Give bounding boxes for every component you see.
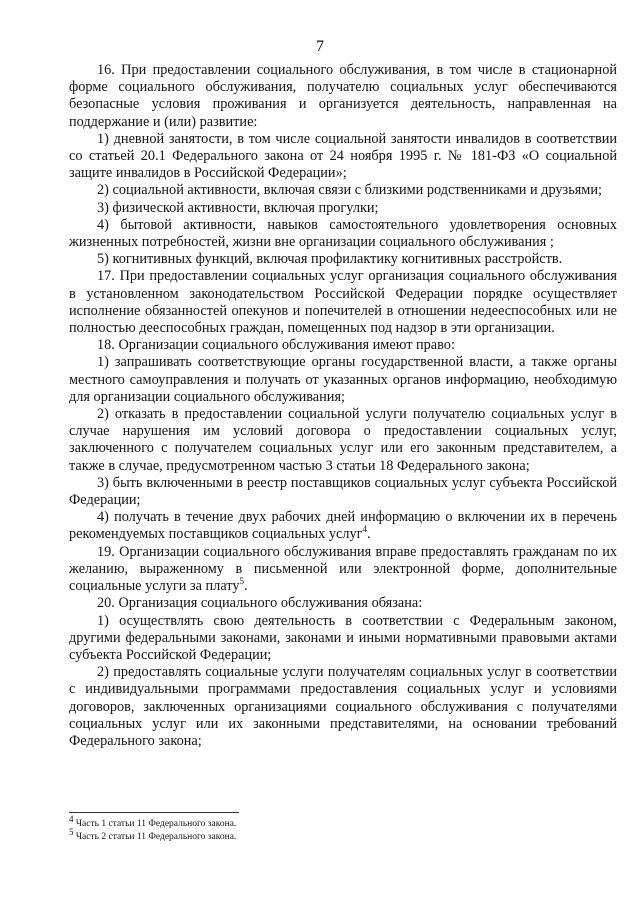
paragraph-19: 19. Организации социального обслуживания вправе предоставлять гражданам по их желанию, выраженному в письменной или электронной форме, дополнительные социальные услуги за плату$^5$.	[69, 543, 617, 595]
paragraph-16-item-3: 3) физической активности, включая прогулки;	[97, 199, 379, 216]
paragraph-18-item-3: 3) быть включенными в реестр поставщиков социальных услуг субъекта Российской Федерации;	[69, 474, 617, 509]
paragraph-20: 20. Организация социального обслуживания обязана:	[97, 595, 423, 612]
paragraph-18-item-4: 4) получать в течение двух рабочих дней информацию о включении их в перечень рекомендуемых поставщиков социальных услуг$^4$.	[69, 509, 617, 543]
paragraph-18: 18. Организации социального обслуживания имеют право:	[97, 337, 455, 354]
footnote-ref-5[interactable]: 5	[239, 576, 245, 587]
paragraph-20-item-2: 2) предоставлять социальные услуги получателям социальных услуг в соответствии с индивидуальными программами предоставления социальных услуг и условиями договоров, заключенных организациями социального обслуживания с получателями социальных услуг или их законными представителями, на основании требований Федерального закона;	[69, 664, 617, 749]
paragraph-16: 16. При предоставлении социального обслуживания, в том числе в стационарной форме социального обслуживания, получателю социальных услуг обеспечиваются безопасные условия проживания и организуется деятельность, направленная на поддержание и (или) развитие:	[69, 62, 617, 130]
document-body	[69, 62, 617, 750]
page-number: 7	[316, 38, 324, 55]
footnote-divider	[69, 812, 239, 813]
footnote-4: $^4$ Часть 1 статьи 11 Федерального закона.	[69, 813, 237, 829]
paragraph-20-item-1: 1) осуществлять свою деятельность в соответствии с Федеральным законом, другими федеральными законами, законами и иными нормативными правовыми актами субъекта Российской Федерации;	[69, 612, 617, 663]
paragraph-17: 17. При предоставлении социальных услуг организация социального обслуживания в установленном законодательством Российской Федерации порядке осуществляет исполнение обязанностей опекунов и попечителей в отношении недееспособных или не полностью дееспособных граждан, помещенных под надзор в эти организации.	[69, 268, 617, 337]
paragraph-16-item-2: 2) социальной активности, включая связи с близкими родственниками и друзьями;	[97, 182, 602, 199]
paragraph-16-item-1: 1) дневной занятости, в том числе социальной занятости инвалидов в соответствии со статьей 20.1 Федерального закона от 24 ноября 1995 г. № 181-ФЗ «О социальной защите инвалидов в Российской Федерации»;	[69, 130, 617, 182]
paragraph-18-item-2: 2) отказать в предоставлении социальной услуги получателю социальных услуг в случае нарушения им условий договора о предоставлении социальных услуг, заключенного с получателем социальных услуг или его законным представителем, а также в случае, предусмотренном частью 3 статьи 18 Федерального закона;	[69, 406, 617, 474]
footnote-5: $^5$ Часть 2 статьи 11 Федерального закона.	[69, 826, 237, 842]
paragraph-18-item-1: 1) запрашивать соответствующие органы государственной власти, а также органы местного самоуправления и получать от указанных органов информацию, необходимую для организации социального обслуживания;	[69, 354, 617, 405]
paragraph-16-item-5: 5) когнитивных функций, включая профилактику когнитивных расстройств.	[97, 251, 563, 268]
footnote-ref-4[interactable]: 4	[362, 524, 368, 535]
paragraph-16-item-4: 4) бытовой активности, навыков самостоятельного удовлетворения основных жизненных потребностей, жизни вне организации социального обслуживания ;	[69, 216, 617, 251]
